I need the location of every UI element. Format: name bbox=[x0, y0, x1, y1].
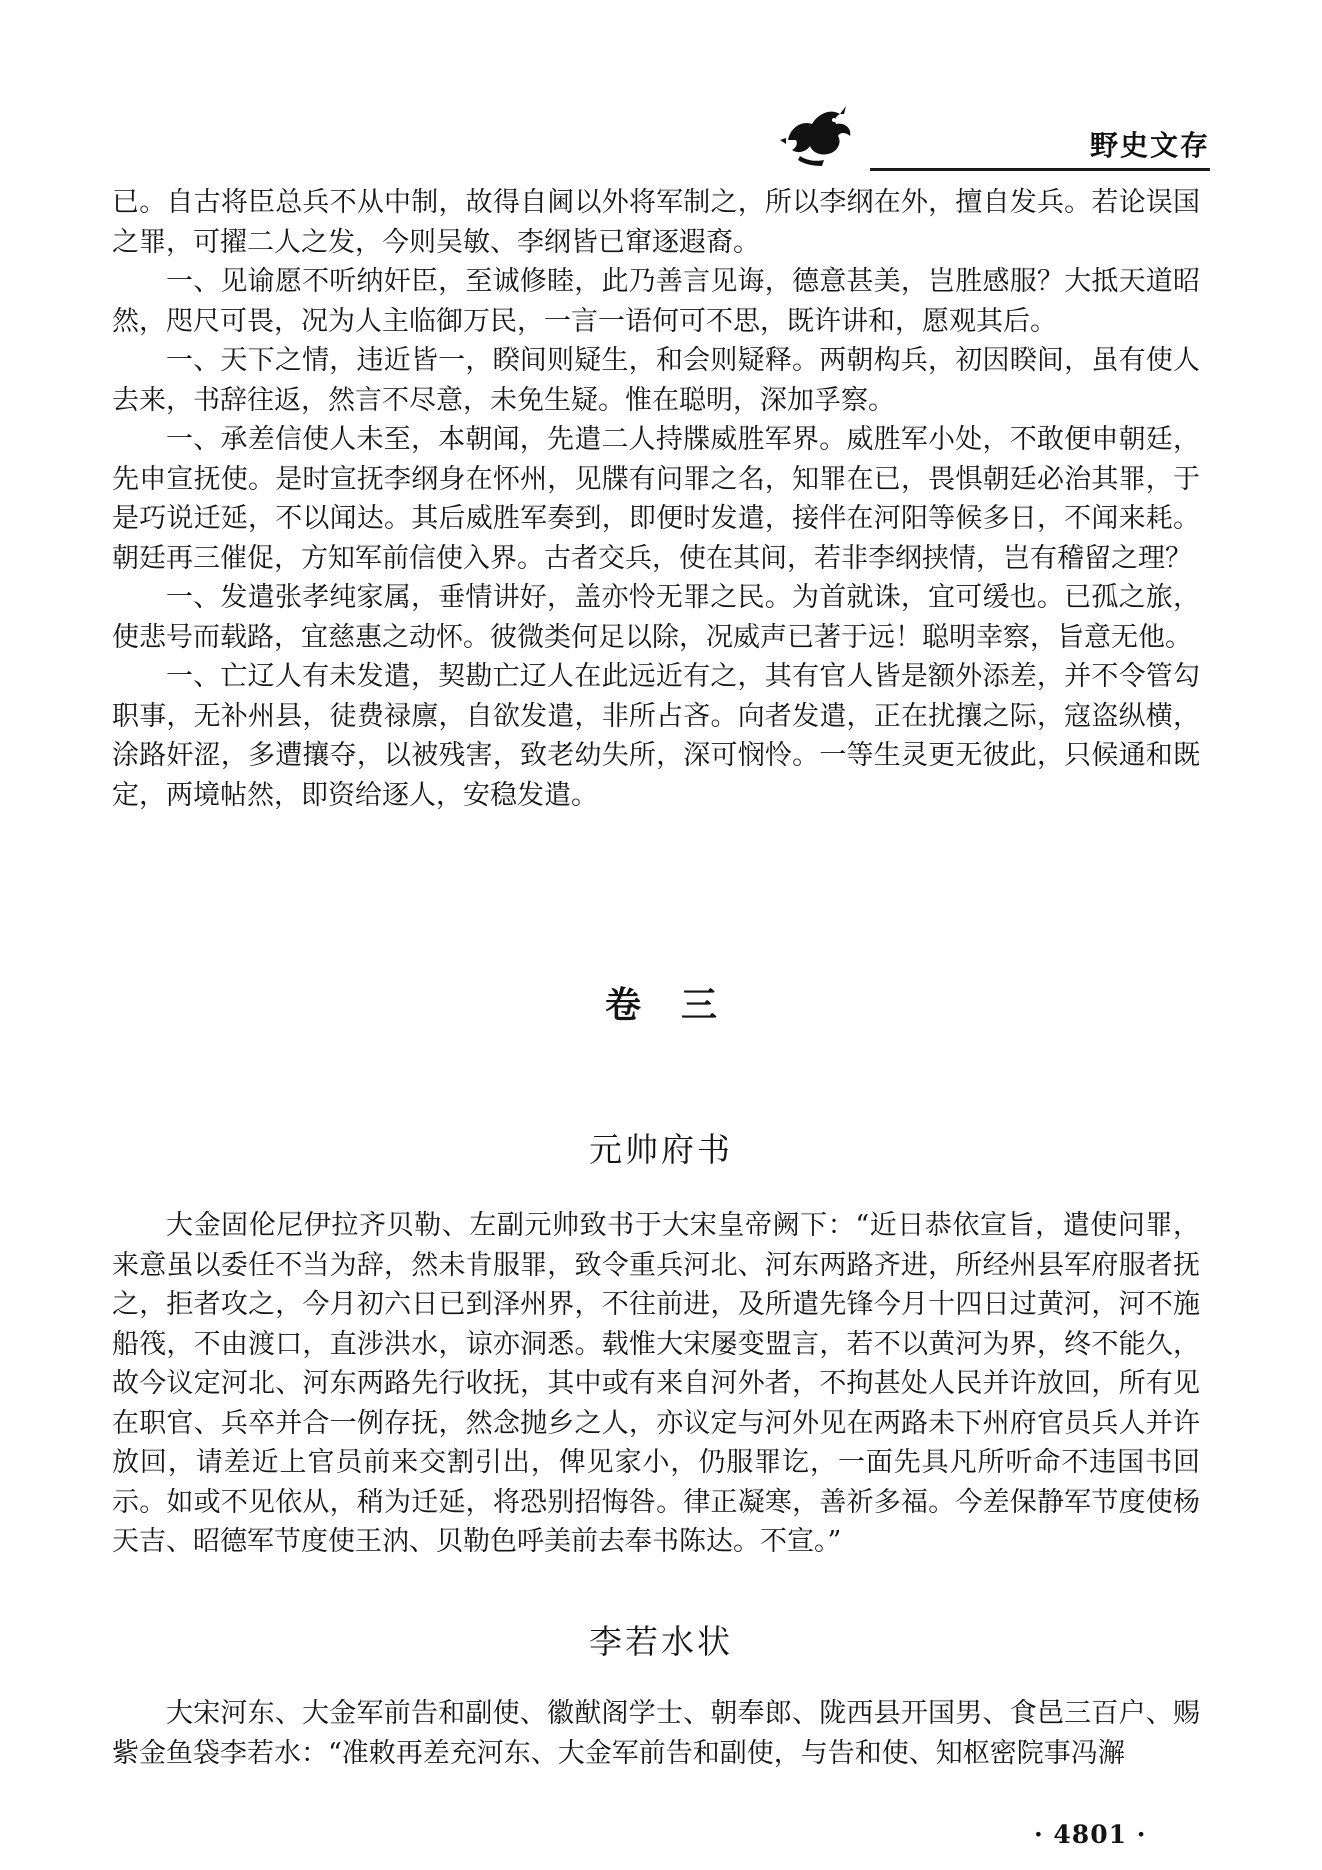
text-block-section2 bbox=[112, 1694, 1200, 1773]
paragraph: 一、发遣张孝纯家属，垂情讲好，盖亦怜无罪之民。为首就诛，宜可缓也。已孤之旅，使悲号而载路，宜慈惠之动怀。彼微类何足以除，况威声已著于远！聪明幸察，旨意无他。 bbox=[112, 582, 1200, 653]
paragraph: 一、亡辽人有未发遣，契勘亡辽人在此远近有之，其有官人皆是额外添差，并不令管勾职事，无补州县，徒费禄廪，自欲发遣，非所占吝。向者发遣，正在扰攘之际，寇盗纵横，涂路奸涩，多遭攘夺，以被残害，致老幼失所，深可悯怜。一等生灵更无彼此，只候通和既定，两境帖然，即资给逐人，安稳发遣。 bbox=[112, 661, 1200, 811]
text-block-section1 bbox=[112, 1206, 1200, 1562]
paragraph-continuation: 已。自古将臣总兵不从中制，故得自阃以外将军制之，所以李纲在外，擅自发兵。若论误国之罪，可擢二人之发，今则吴敏、李纲皆已窜逐遐裔。 bbox=[112, 187, 1200, 258]
page-number: · 4801 · bbox=[1034, 1820, 1147, 1849]
running-header bbox=[780, 100, 1210, 180]
volume-title: 卷三 bbox=[604, 985, 757, 1026]
text-block-top bbox=[112, 183, 1200, 815]
dragon-emblem-icon bbox=[780, 100, 860, 170]
series-title: 野史文存 bbox=[1089, 129, 1210, 162]
paragraph: 一、见谕愿不听纳奸臣，至诚修睦，此乃善言见诲，德意甚美，岂胜感服？大抵天道昭然，咫尺可畏，况为人主临御万民，一言一语何可不思，既许讲和，愿观其后。 bbox=[112, 266, 1200, 337]
section-title: 李若水状 bbox=[589, 1622, 733, 1661]
paragraph: 一、承差信使人未至，本朝闻，先遣二人持牒威胜军界。威胜军小处，不敢便申朝廷，先申宣抚使。是时宣抚李纲身在怀州，见牒有问罪之名，知罪在已，畏惧朝廷必治其罪，于是巧说迁延，不以闻达。其后威胜军奏到，即便时发遣，接伴在河阳等候多日，不闻来耗。朝廷再三催促，方知军前信使入界。古者交兵，使在其间，若非李纲挟情，岂有稽留之理？ bbox=[112, 424, 1200, 574]
header-rule bbox=[870, 168, 1210, 171]
paragraph: 一、天下之情，违近皆一，睽间则疑生，和会则疑释。两朝构兵，初因睽间，虽有使人去来，书辞往返，然言不尽意，未免生疑。惟在聪明，深加孚察。 bbox=[112, 345, 1200, 416]
paragraph: 大宋河东、大金军前告和副使、徽猷阁学士、朝奉郎、陇西县开国男、食邑三百户、赐紫金鱼袋李若水：“准敕再差充河东、大金军前告和副使，与告和使、知枢密院事冯澥 bbox=[112, 1698, 1200, 1769]
section-title: 元帅府书 bbox=[589, 1130, 733, 1169]
paragraph: 大金固伦尼伊拉齐贝勒、左副元帅致书于大宋皇帝阙下：“近日恭依宣旨，遣使问罪，来意虽以委任不当为辞，然未肯服罪，致令重兵河北、河东两路齐进，所经州县军府服者抚之，拒者攻之，今月初六日已到泽州界，不往前进，及所遣先锋今月十四日过黄河，河不施船筏，不由渡口，直涉洪水，谅亦洞悉。载惟大宋屡变盟言，若不以黄河为界，终不能久，故今议定河北、河东两路先行收抚，其中或有来自河外者，不拘甚处人民并许放回，所有见在职官、兵卒并合一例存抚，然念抛乡之人，亦议定与河外见在两路未下州府官员兵人并许放回，请差近上官员前来交割引出，俾见家小，仍服罪讫，一面先具凡所听命不违国书回示。如或不见依从，稍为迁延，将恐别招悔咎。律正凝寒，善祈多福。今差保静军节度使杨天吉、昭德军节度使王汭、贝勒色呼美前去奉书陈达。不宣。” bbox=[112, 1210, 1200, 1557]
